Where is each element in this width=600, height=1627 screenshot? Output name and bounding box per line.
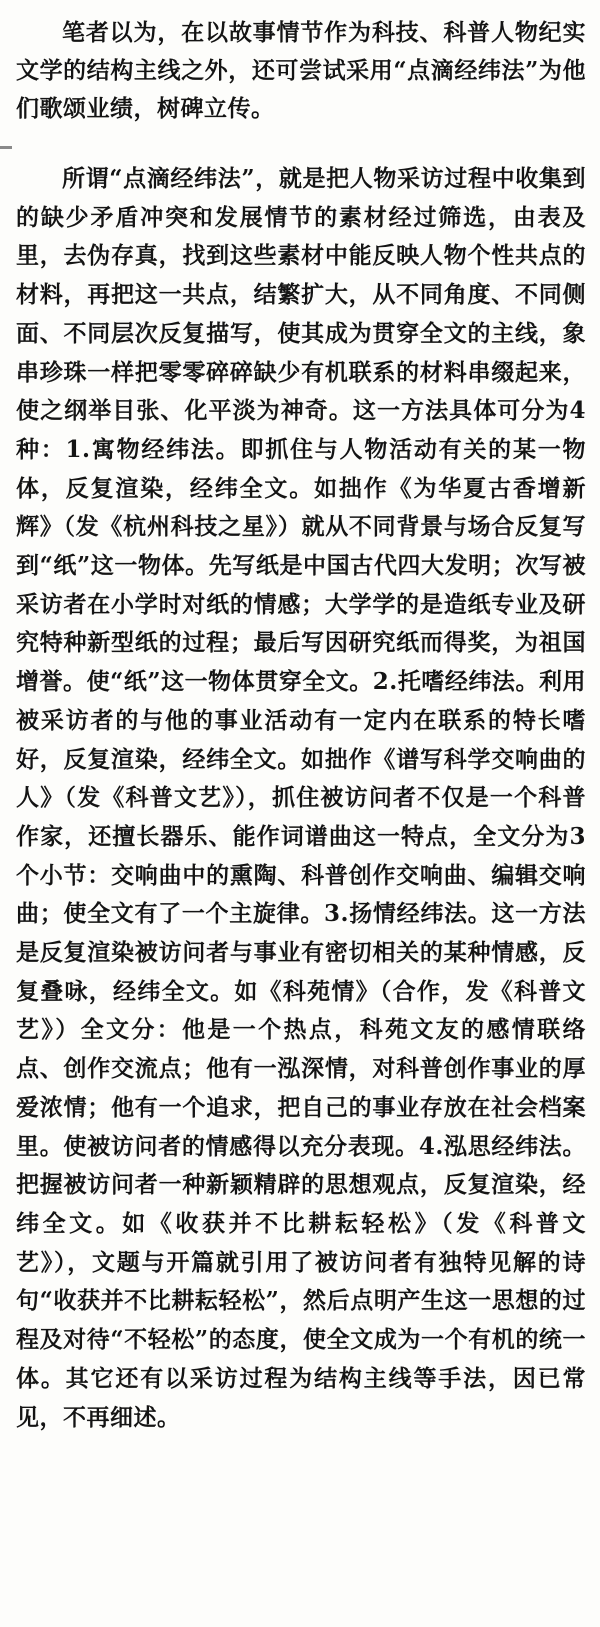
scan-margin-mark [0, 146, 12, 149]
paragraph-method: 所谓“点滴经纬法”，就是把人物采访过程中收集到的缺少矛盾冲突和发展情节的素材经过筛选，由表及里，去伪存真，找到这些素材中能反映人物个性共点的材料，再把这一共点，结繁扩大，从不同角度、不同侧面、不同层次反复描写，使其成为贯穿全文的主线，象串珍珠一样把零零碎碎缺少有机联系的材料串缀起来，使之纲举目张、化平淡为神奇。这一方法具体可分为4种：1.寓物经纬法。即抓住与人物活动有关的某一物体，反复渲染，经纬全文。如拙作《为华夏古香增新辉》（发《杭州科技之星》）就从不同背景与场合反复写到“纸”这一物体。先写纸是中国古代四大发明；次写被采访者在小学时对纸的情感；大学学的是造纸专业及研究特种新型纸的过程；最后写因研究纸而得奖，为祖国增誉。使“纸”这一物体贯穿全文。2.托嗜经纬法。利用被采访者的与他的事业活动有一定内在联系的特长嗜好，反复渲染，经纬全文。如拙作《谱写科学交响曲的人》（发《科普文艺》），抓住被访问者不仅是一个科普作家，还擅长器乐、能作词谱曲这一特点，全文分为3个小节：交响曲中的熏陶、科普创作交响曲、编辑交响曲；使全文有了一个主旋律。3.扬情经纬法。这一方法是反复渲染被访问者与事业有密切相关的某种情感，反复叠咏，经纬全文。如《科苑情》（合作，发《科普文艺》）全文分：他是一个热点，科苑文友的感情联络点、创作交流点；他有一泓深情，对科普创作事业的厚爱浓情；他有一个追求，把自己的事业存放在社会档案里。使被访问者的情感得以充分表现。4.泓思经纬法。把握被访问者一种新颖精辟的思想观点，反复渲染，经纬全文。如《收获并不比耕耘轻松》（发《科普文艺》），文题与开篇就引用了被访问者有独特见解的诗句“收获并不比耕耘轻松”，然后点明产生这一思想的过程及对待“不轻松”的态度，使全文成为一个有机的统一体。其它还有以采访过程为结构主线等手法，因已常见，不再细述。 [16, 165, 586, 1431]
paragraph-intro: 笔者以为，在以故事情节作为科技、科普人物纪实文学的结构主线之外，还可尝试采用“点滴经纬法”为他们歌颂业绩，树碑立传。 [16, 19, 586, 122]
